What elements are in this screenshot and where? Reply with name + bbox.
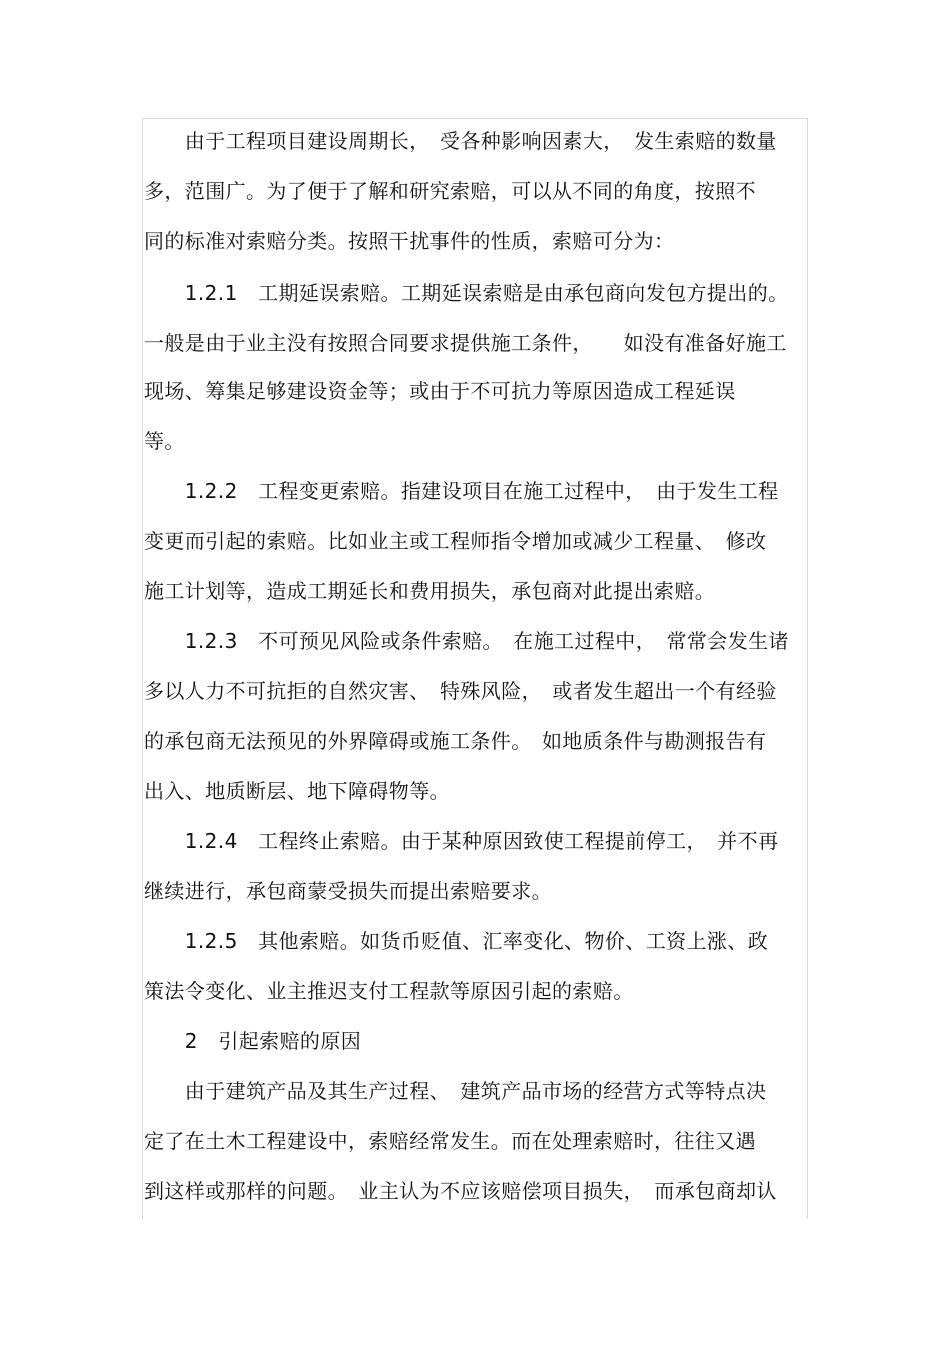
text-line: 施工计划等，造成工期延长和费用损失，承包商对此提出索赔。 <box>144 579 716 603</box>
text-line: 变更而引起的索赔。比如业主或工程师指令增加或减少工程量、 修改 <box>144 529 767 553</box>
text-line: 继续进行，承包商蒙受损失而提出索赔要求。 <box>144 879 552 903</box>
text-line: 策法令变化、业主推迟支付工程款等原因引起的索赔。 <box>144 979 634 1003</box>
text-line: 由于工程项目建设周期长， 受各种影响因素大， 发生索赔的数量 <box>144 129 777 153</box>
text-line: 的承包商无法预见的外界障碍或施工条件。 如地质条件与勘测报告有 <box>144 729 767 753</box>
text-line: 现场、筹集足够建设资金等；或由于不可抗力等原因造成工程延误 <box>144 379 736 403</box>
text-line: 1.2.3 不可预见风险或条件索赔。 在施工过程中， 常常会发生诸 <box>144 629 789 653</box>
text-line: 等。 <box>144 429 185 453</box>
text-line: 1.2.5 其他索赔。如货币贬值、汇率变化、物价、工资上涨、政 <box>144 929 769 953</box>
text-line: 1.2.4 工程终止索赔。由于某种原因致使工程提前停工， 并不再 <box>144 829 779 853</box>
text-line: 一般是由于业主没有按照合同要求提供施工条件， 如没有准备好施工 <box>144 331 787 355</box>
text-line: 同的标准对索赔分类。按照干扰事件的性质，索赔可分为： <box>144 229 675 253</box>
section-heading: 2 引起索赔的原因 <box>144 1029 362 1053</box>
text-line: 定了在土木工程建设中，索赔经常发生。而在处理索赔时，往往又遇 <box>144 1129 756 1153</box>
text-line: 出入、地质断层、地下障碍物等。 <box>144 779 450 803</box>
text-line: 1.2.1 工期延误索赔。工期延误索赔是由承包商向发包方提出的。 <box>144 281 789 305</box>
text-line: 多以人力不可抗拒的自然灾害、 特殊风险， 或者发生超出一个有经验 <box>144 679 777 703</box>
text-line: 1.2.2 工程变更索赔。指建设项目在施工过程中， 由于发生工程 <box>144 479 779 503</box>
text-line: 到这样或那样的问题。 业主认为不应该赔偿项目损失， 而承包商却认 <box>144 1179 777 1203</box>
text-line: 多，范围广。为了便于了解和研究索赔，可以从不同的角度，按照不 <box>144 179 756 203</box>
text-line: 由于建筑产品及其生产过程、 建筑产品市场的经营方式等特点决 <box>144 1079 767 1103</box>
